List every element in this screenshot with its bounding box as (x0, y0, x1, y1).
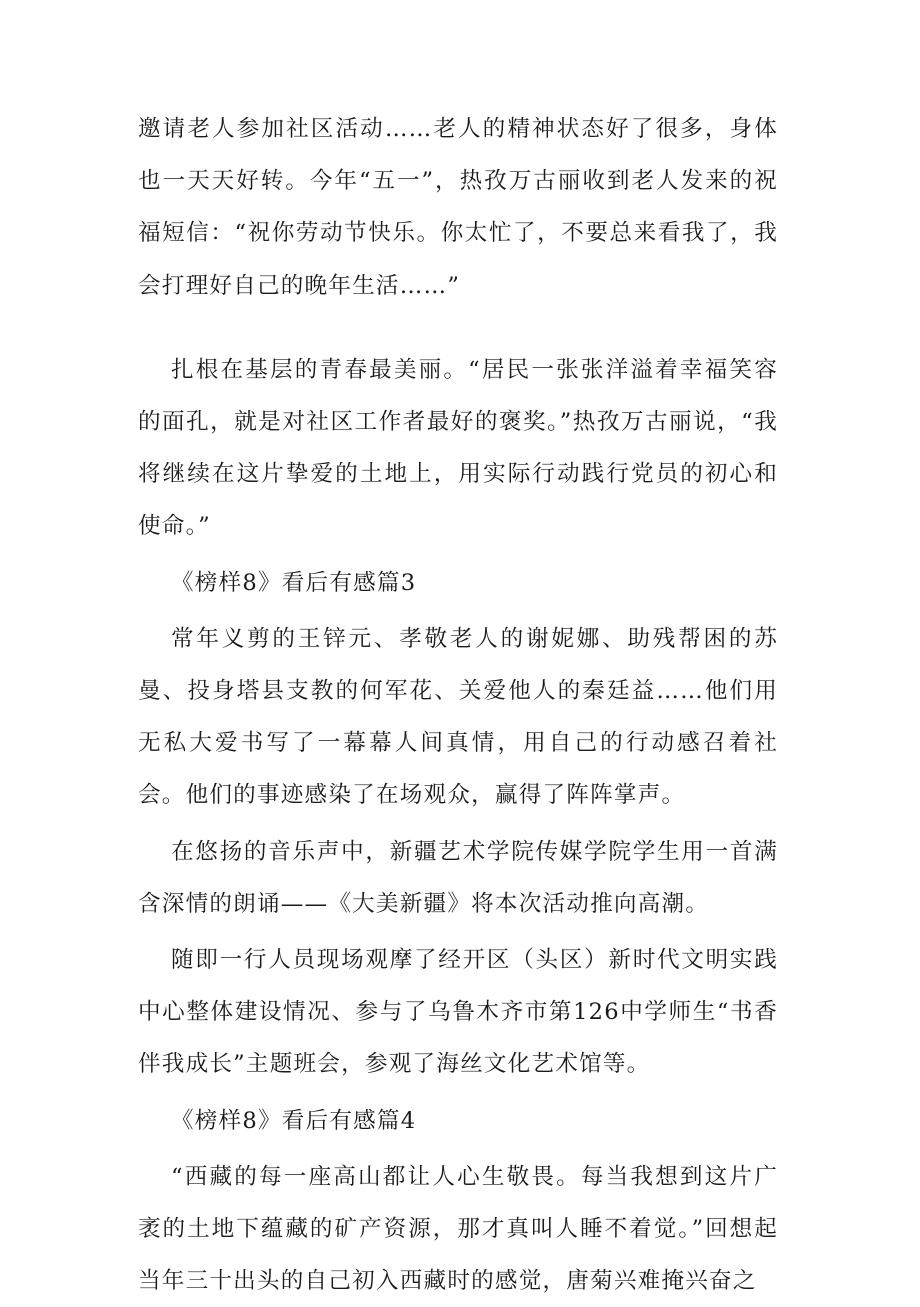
paragraph-role-models: 常年义剪的王锌元、孝敬老人的谢妮娜、助残帮困的苏曼、投身塔县支教的何军花、关爱他人的秦廷益……他们用无私大爱书写了一幕幕人间真情，用自己的行动感召着社会。他们的事迹感染了在场观众，赢得了阵阵掌声。 (138, 625, 778, 809)
section-heading-4: 《榜样8》看后有感篇4 (171, 1107, 417, 1134)
section-heading-3: 《榜样8》看后有感篇3 (171, 569, 417, 596)
document-body (138, 103, 778, 1307)
paragraph-elderly-care: 邀请老人参加社区活动……老人的精神状态好了很多，身体也一天天好转。今年“五一”，热孜万古丽收到老人发来的祝福短信：“祝你劳动节快乐。你太忙了，不要总来看我了，我会打理好自己的晚年生活……” (138, 116, 778, 299)
paragraph-site-visit: 随即一行人员现场观摩了经开区（头区）新时代文明实践中心整体建设情况、参与了乌鲁木齐市第126中学师生“书香伴我成长”主题班会，参观了海丝文化艺术馆等。 (138, 947, 778, 1078)
paragraph-tibet: “西藏的每一座高山都让人心生敬畏。每当我想到这片广袤的土地下蕴藏的矿产资源，那才真叫人睡不着觉。”回想起当年三十出头的自己初入西藏时的感觉，唐菊兴难掩兴奋之 (138, 1163, 778, 1295)
paragraph-youth-grassroots: 扎根在基层的青春最美丽。“居民一张张洋溢着幸福笑容的面孔，就是对社区工作者最好的褒奖。”热孜万古丽说，“我将继续在这片挚爱的土地上，用实际行动践行党员的初心和使命。” (138, 356, 778, 540)
paragraph-recitation: 在悠扬的音乐声中，新疆艺术学院传媒学院学生用一首满含深情的朗诵——《大美新疆》将本次活动推向高潮。 (138, 838, 778, 917)
